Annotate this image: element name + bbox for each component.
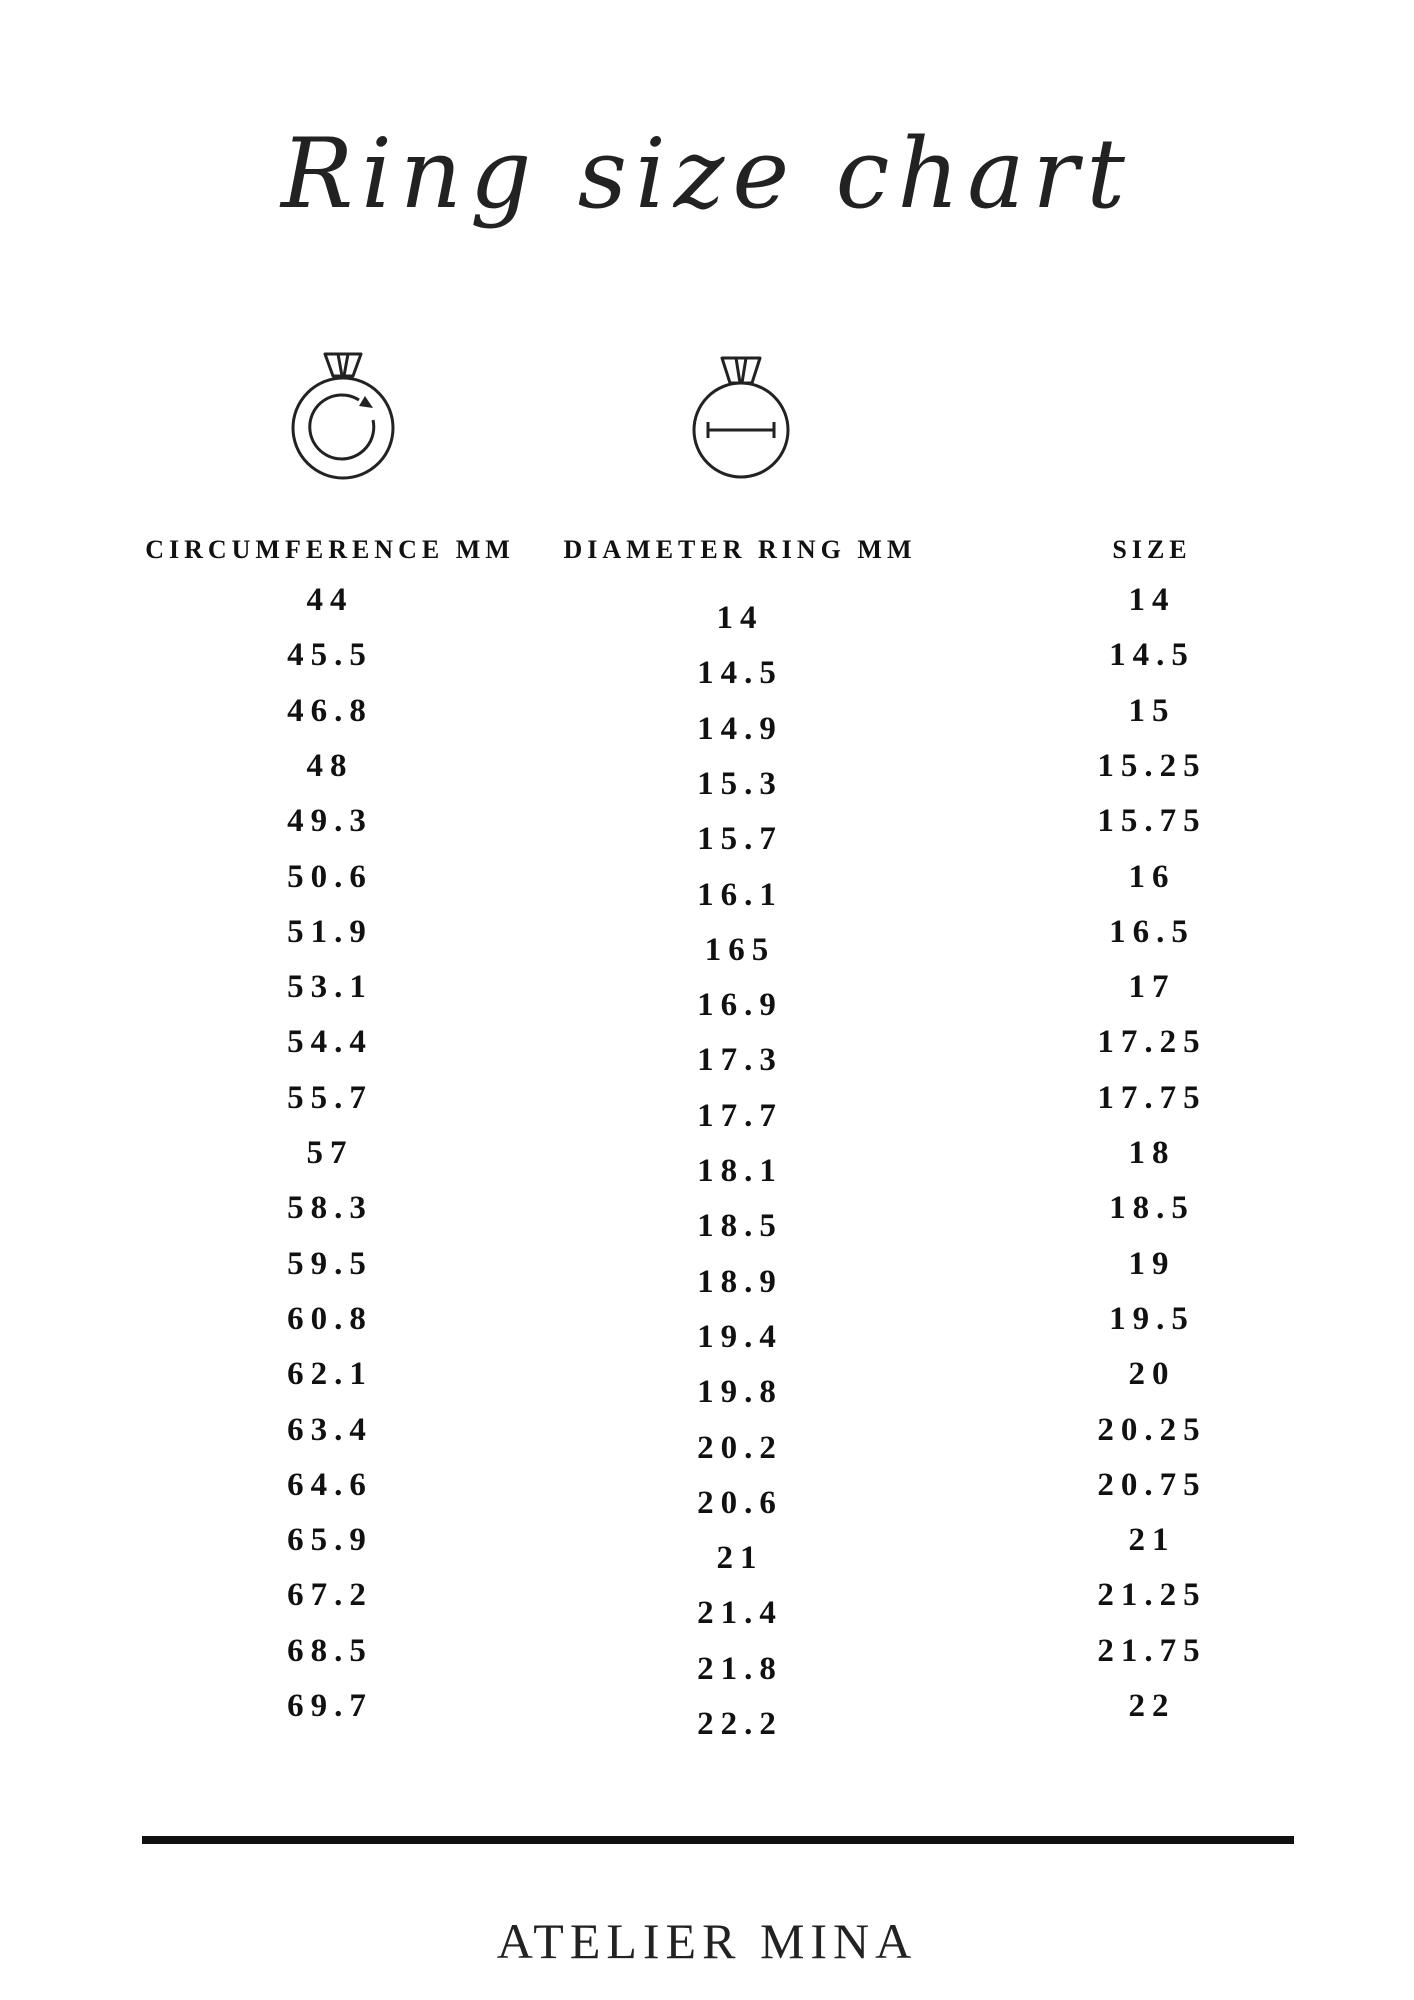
table-cell: 16.1 (697, 876, 783, 913)
brand-name: ATELIER MINA (496, 1913, 918, 1969)
table-cell: 54.4 (287, 1024, 373, 1061)
table-cell: 18.1 (697, 1153, 783, 1189)
page-title: Ring size chart (281, 118, 1133, 230)
table-cell: 21.8 (697, 1650, 783, 1687)
table-cell: 17.3 (697, 1042, 783, 1079)
table-cell: 20.6 (697, 1484, 783, 1521)
column-header: DIAMETER RING MM (563, 535, 917, 564)
table-cell: 14 (1128, 582, 1176, 618)
table-cell: 62.1 (287, 1356, 373, 1393)
table-cell: 19.8 (697, 1374, 783, 1411)
table-cell: 16.5 (1109, 913, 1195, 950)
table-cell: 45.5 (287, 637, 373, 674)
table-cell: 21.25 (1097, 1577, 1207, 1614)
table-cell: 65.9 (287, 1522, 373, 1559)
table-cell: 60.8 (287, 1300, 373, 1337)
table-cell: 63.4 (287, 1411, 373, 1448)
table-cell: 15.25 (1097, 747, 1207, 784)
table-cell: 16.9 (697, 987, 783, 1024)
table-cell: 58.3 (287, 1190, 373, 1227)
table-cell: 21 (716, 1540, 764, 1577)
column-header: CIRCUMFERENCE MM (145, 535, 515, 564)
table-cell: 20.2 (697, 1429, 783, 1466)
table-cell: 55.7 (287, 1079, 373, 1116)
column-header: SIZE (1112, 535, 1192, 564)
table-cell: 14 (716, 600, 764, 636)
table-cell: 15 (1128, 692, 1176, 729)
table-cell: 14.9 (697, 710, 783, 747)
table-cell: 18 (1128, 1135, 1176, 1171)
table-cell: 17.7 (697, 1097, 783, 1134)
table-cell: 69.7 (287, 1688, 373, 1724)
table-cell: 15.3 (697, 765, 783, 802)
table-cell: 15.7 (697, 821, 783, 858)
table-cell: 19.5 (1109, 1300, 1195, 1337)
table-cell: 21.75 (1097, 1632, 1207, 1669)
table-cell: 44 (306, 582, 354, 618)
table-cell: 15.75 (1097, 803, 1207, 840)
table-cell: 17 (1128, 969, 1176, 1006)
table-cell: 17.75 (1097, 1079, 1207, 1116)
table-cell: 18.5 (697, 1208, 783, 1245)
table-cell: 68.5 (287, 1632, 373, 1669)
divider (142, 1836, 1294, 1844)
table-cell: 64.6 (287, 1466, 373, 1503)
table-cell: 19.4 (697, 1318, 783, 1355)
ring-circumference-icon (287, 350, 399, 480)
table-cell: 19 (1128, 1245, 1176, 1282)
table-cell: 51.9 (287, 913, 373, 950)
table-cell: 21.4 (697, 1595, 783, 1632)
table-cell: 48 (306, 747, 354, 784)
table-cell: 20.75 (1097, 1466, 1207, 1503)
table-cell: 18.9 (697, 1263, 783, 1300)
table-cell: 21 (1128, 1522, 1176, 1559)
table-cell: 49.3 (287, 803, 373, 840)
table-cell: 16 (1128, 858, 1176, 895)
table-cell: 67.2 (287, 1577, 373, 1614)
table-cell: 22 (1128, 1688, 1176, 1724)
table-cell: 165 (704, 931, 776, 968)
table-cell: 50.6 (287, 858, 373, 895)
table-cell: 59.5 (287, 1245, 373, 1282)
table-cell: 17.25 (1097, 1024, 1207, 1061)
table-cell: 14.5 (697, 655, 783, 692)
table-cell: 20.25 (1097, 1411, 1207, 1448)
table-cell: 14.5 (1109, 637, 1195, 674)
table-cell: 53.1 (287, 969, 373, 1006)
table-cell: 46.8 (287, 692, 373, 729)
table-cell: 57 (306, 1135, 354, 1171)
table-cell: 20 (1128, 1356, 1176, 1393)
table-cell: 18.5 (1109, 1190, 1195, 1227)
table-cell: 22.2 (697, 1706, 783, 1742)
ring-diameter-icon (690, 355, 794, 480)
